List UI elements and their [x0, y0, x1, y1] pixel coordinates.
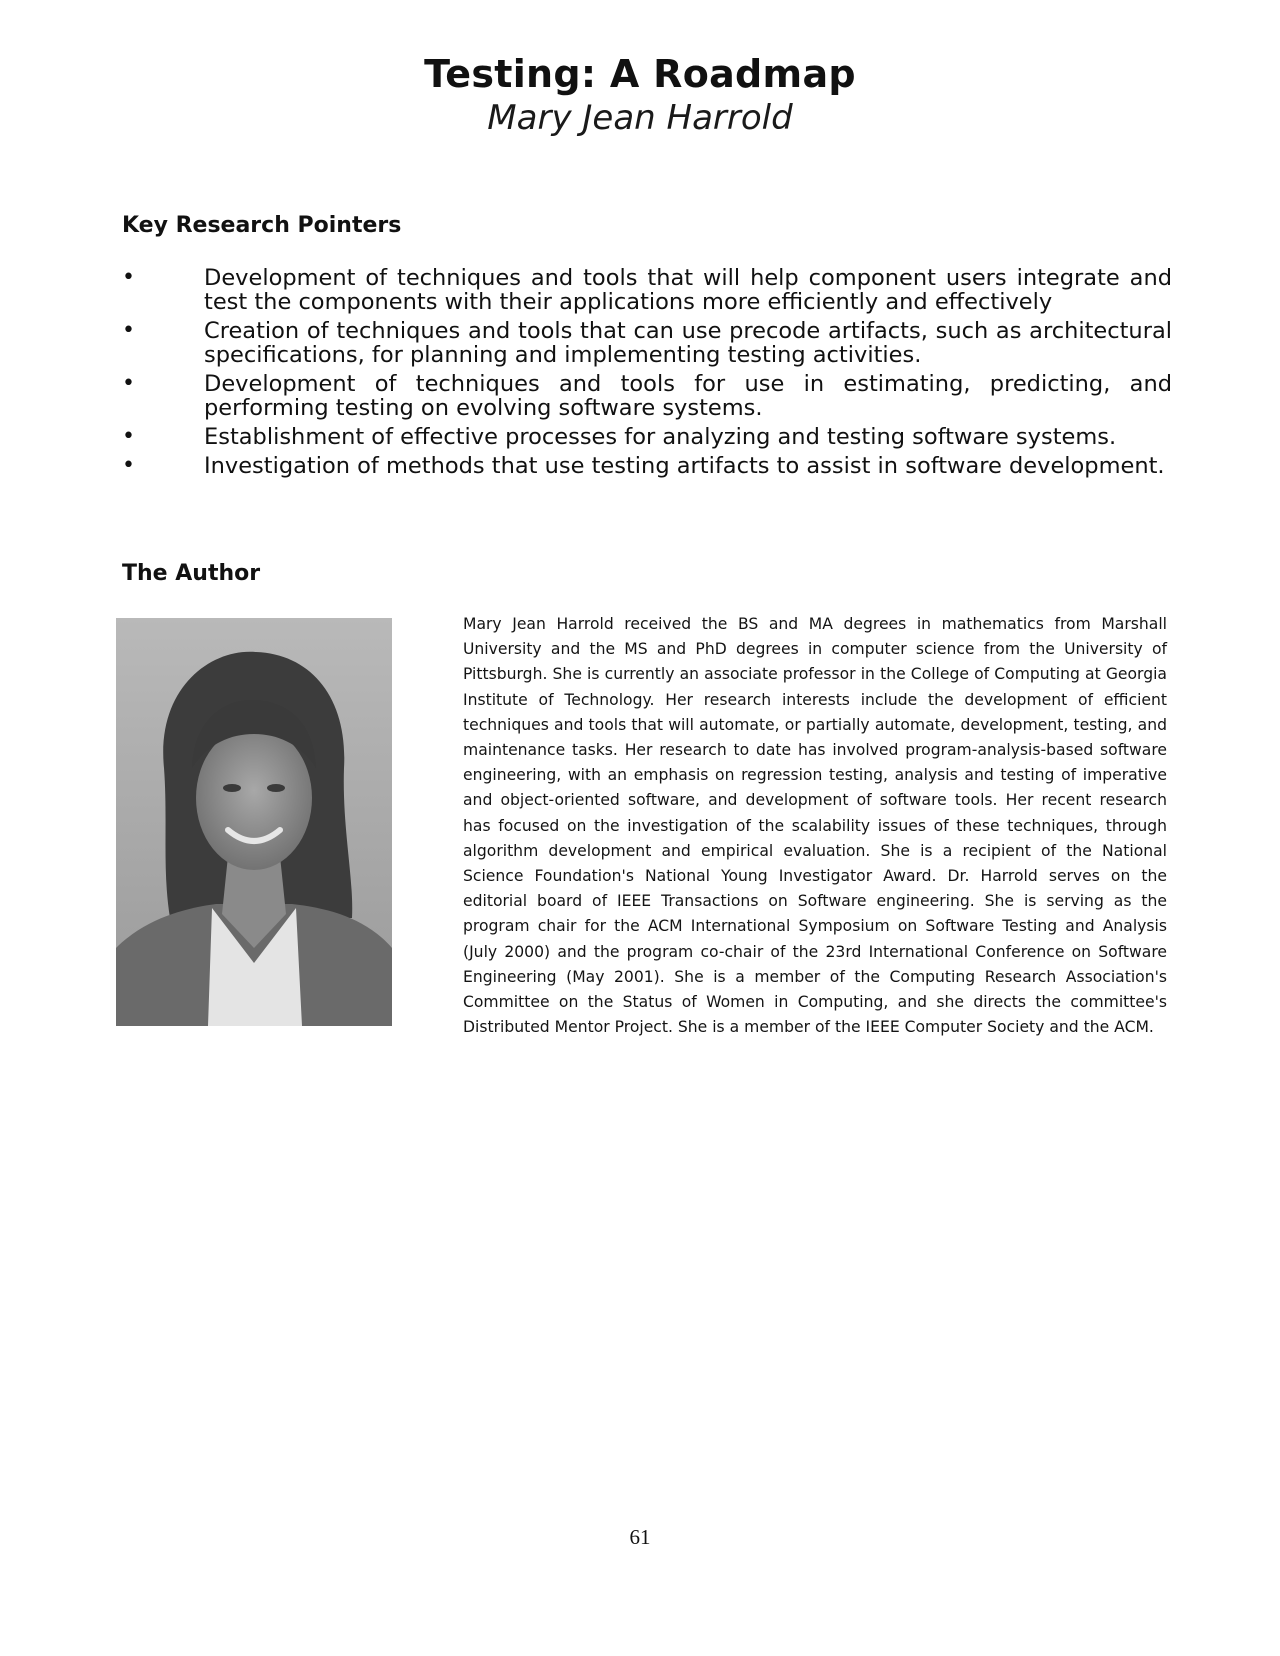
list-item: [122, 425, 1172, 449]
author-portrait-icon: [116, 618, 392, 1026]
page-number: 61: [629, 1525, 651, 1549]
title-block: [0, 52, 1280, 140]
list-item-text: Development of techniques and tools for use in estimating, predicting, and performing testing on evolving software systems.: [204, 371, 1172, 421]
list-item-text: Creation of techniques and tools that can use precode artifacts, such as architectural specifications, for planning and implementing testing activities.: [204, 318, 1172, 368]
author-name: Mary Jean Harrold: [487, 98, 793, 138]
key-research-list: [122, 266, 1172, 483]
bullet-icon: •: [122, 424, 135, 449]
list-item-text: Development of techniques and tools that will help component users integrate and test the components with their applications more efficiently and effectively: [204, 265, 1172, 315]
list-item-text: Establishment of effective processes for analyzing and testing software systems.: [204, 424, 1117, 450]
list-item: [122, 372, 1172, 420]
list-item: [122, 319, 1172, 367]
author-photo: [116, 618, 392, 1026]
list-item-text: Investigation of methods that use testing artifacts to assist in software development.: [204, 453, 1165, 479]
bullet-icon: •: [122, 318, 135, 343]
author-bio: Mary Jean Harrold received the BS and MA degrees in mathematics from Marshall University and the MS and PhD degrees in computer science from the University of Pittsburgh. She is currently an associate professor in the College of Computing at Georgia Institute of Technology. Her research interests include the development of efficient techniques and tools that will automate, or partially automate, development, testing, and maintenance tasks. Her research to date has involved program-analysis-based software engineering, with an emphasis on regression testing, analysis and testing of imperative and object-oriented software, and development of software tools. Her recent research has focused on the investigation of the scalability issues of these techniques, through algorithm development and empirical evaluation. She is a recipient of the National Science Foundation's National Young Investigator Award. Dr. Harrold serves on the editorial board of IEEE Transactions on Software engineering. She is serving as the program chair for the ACM International Symposium on Software Testing and Analysis (July 2000) and the program co-chair of the 23rd International Conference on Software Engineering (May 2001). She is a member of the Computing Research Association's Committee on the Status of Women in Computing, and she directs the committee's Distributed Mentor Project. She is a member of the IEEE Computer Society and the ACM.: [463, 615, 1167, 1037]
bullet-icon: •: [122, 453, 135, 478]
list-item: [122, 454, 1172, 478]
key-research-heading: Key Research Pointers: [122, 213, 402, 238]
bullet-icon: •: [122, 265, 135, 290]
bullet-icon: •: [122, 371, 135, 396]
list-item: [122, 266, 1172, 314]
page-title: Testing: A Roadmap: [424, 52, 856, 96]
author-section-heading: The Author: [122, 561, 261, 586]
